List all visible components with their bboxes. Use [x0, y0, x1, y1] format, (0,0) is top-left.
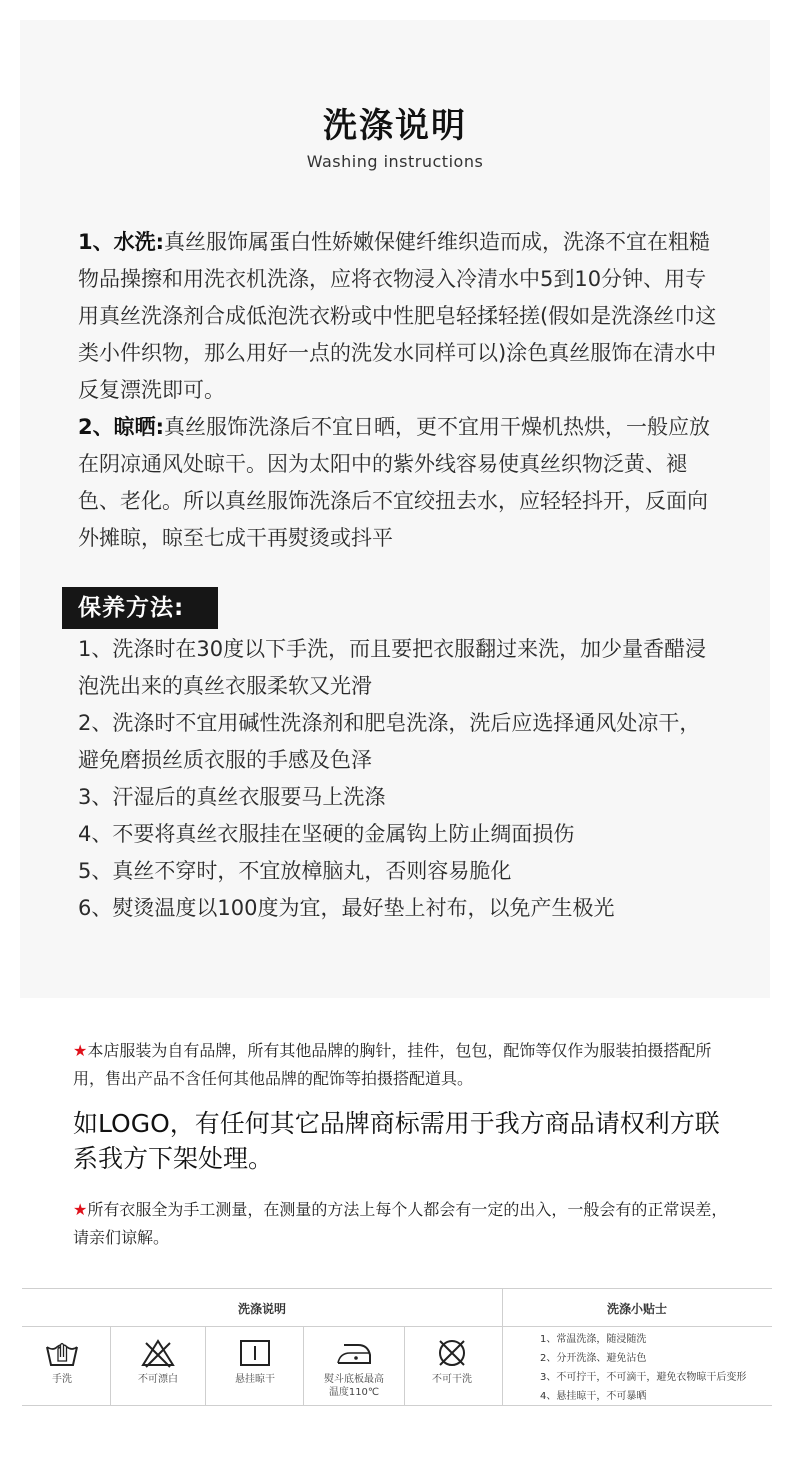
table-header-tips: 洗涤小贴士 [606, 1302, 667, 1316]
symbol-no-bleach [110, 1327, 206, 1405]
drip-dry-icon [237, 1337, 273, 1369]
tip-item: 3、不可拧干，不可滴干，避免衣物晾干后变形 [540, 1372, 747, 1383]
symbol-label: 熨斗底板最高 [324, 1374, 384, 1385]
care-item: 4、不要将真丝衣服挂在坚硬的金属钩上防止绸面损伤 [78, 822, 575, 846]
brand-notice-text: 本店服装为自有品牌，所有其他品牌的胸针，挂件，包包，配饰等仅作为服装拍摄搭配所用，售出产品不含任何其他品牌的配饰等拍摄搭配道具。 [73, 1041, 712, 1088]
brand-notice [73, 1037, 733, 1093]
care-item: 2、洗涤时不宜用碱性洗涤剂和肥皂洗涤，洗后应选择通风处凉干，避免磨损丝质衣服的手感及色泽 [78, 711, 701, 772]
iron-icon [334, 1337, 374, 1369]
no-bleach-icon [140, 1337, 176, 1369]
star-icon: ★ [73, 1041, 88, 1060]
tip-item: 4、悬挂晾干，不可暴晒 [540, 1391, 647, 1402]
symbol-label: 手洗 [52, 1374, 72, 1385]
hand-wash-icon [44, 1337, 80, 1369]
no-dry-clean-icon [434, 1337, 470, 1369]
washing-tips [540, 1330, 770, 1406]
star-icon: ★ [73, 1200, 88, 1219]
care-item: 5、真丝不穿时，不宜放樟脑丸，否则容易脆化 [78, 859, 512, 883]
symbol-label: 不可干洗 [432, 1374, 472, 1385]
symbol-iron [306, 1327, 402, 1405]
symbol-drip-dry [207, 1327, 303, 1405]
tip-item: 2、分开洗涤、避免沾色 [540, 1353, 647, 1364]
care-list [78, 631, 718, 927]
care-item: 1、洗涤时在30度以下手洗，而且要把衣服翻过来洗，加少量香醋浸泡洗出来的真丝衣服柔软又光滑 [78, 637, 707, 698]
care-item: 3、汗湿后的真丝衣服要马上洗涤 [78, 785, 386, 809]
washing-item-text: 真丝服饰洗涤后不宜日晒，更不宜用干燥机热烘，一般应放在阴凉通风处晾干。因为太阳中的紫外线容易使真丝织物泛黄、褪色、老化。所以真丝服饰洗涤后不宜绞扭去水，应轻轻抖开，反面向外摊晾，晾至七成干再熨烫或抖平 [78, 415, 711, 550]
measurement-notice-text: 所有衣服全为手工测量，在测量的方法上每个人都会有一定的出入，一般会有的正常误差，请亲们谅解。 [73, 1200, 728, 1247]
symbol-no-dry-clean [404, 1327, 500, 1405]
care-heading: 保养方法: [62, 587, 218, 629]
washing-item-drying [78, 409, 718, 557]
washing-item-text: 真丝服饰属蛋白性娇嫩保健纤维织造而成，洗涤不宜在粗糙物品操擦和用洗衣机洗涤，应将衣物浸入冷清水中5到10分钟、用专用真丝洗涤剂合成低泡洗衣粉或中性肥皂轻揉轻搓(假如是洗涤丝巾这类小件织物，那么用好一点的洗发水同样可以)涂色真丝服饰在清水中反复漂洗即可。 [78, 230, 717, 402]
page-subtitle: Washing instructions [306, 152, 484, 171]
tip-item: 1、常温洗涤，随浸随洗 [540, 1334, 647, 1345]
symbol-label: 不可漂白 [138, 1374, 178, 1385]
symbol-label: 温度110℃ [328, 1387, 380, 1398]
table-header-washing: 洗涤说明 [237, 1302, 286, 1316]
washing-item-label: 2、晾晒: [78, 415, 165, 439]
washing-item-water [78, 224, 718, 409]
logo-notice: 如LOGO，有任何其它品牌商标需用于我方商品请权利方联系我方下架处理。 [73, 1109, 720, 1173]
washing-item-label: 1、水洗: [78, 230, 165, 254]
care-item: 6、熨烫温度以100度为宜，最好垫上衬布，以免产生极光 [78, 896, 615, 920]
symbol-label: 悬挂晾干 [235, 1374, 275, 1385]
measurement-notice [73, 1196, 733, 1252]
page-title: 洗涤说明 [323, 106, 467, 146]
washing-section [78, 224, 718, 557]
symbol-hand-wash [14, 1327, 110, 1405]
